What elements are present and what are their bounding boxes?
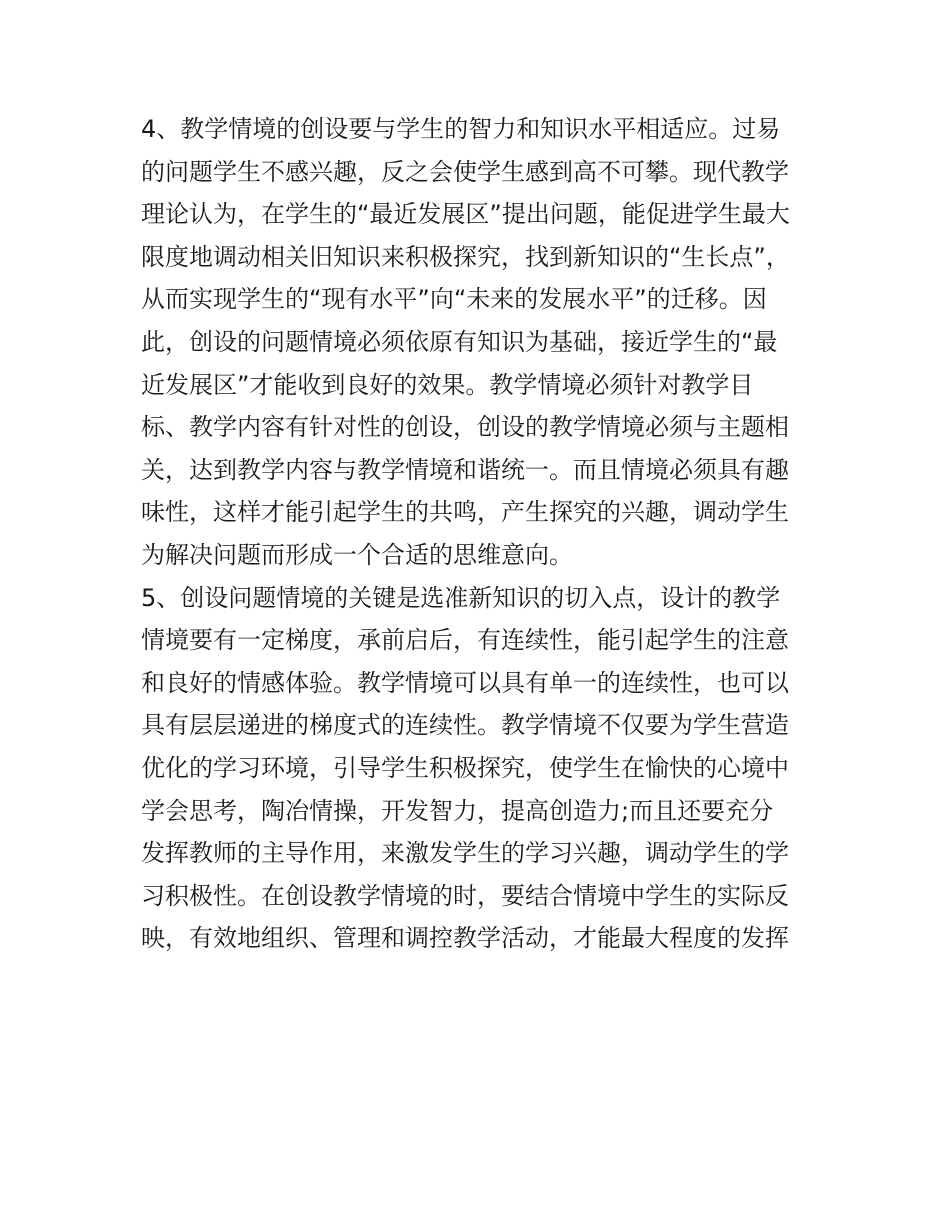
text-line: 此，创设的问题情境必须依原有知识为基础，接近学生的“最 [141, 327, 778, 356]
text-line: 学会思考，陶冶情操，开发智力，提高创造力;而且还要充分 [141, 796, 774, 825]
text-line: 关，达到教学内容与教学情境和谐统一。而且情境必须具有趣 [141, 455, 789, 484]
text-line: 味性，这样才能引起学生的共鸣，产生探究的兴趣，调动学生 [141, 498, 789, 527]
body-text [141, 108, 813, 960]
text-line: 情境要有一定梯度，承前启后，有连续性，能引起学生的注意 [141, 626, 789, 655]
text-line: 限度地调动相关旧知识来积极探究，找到新知识的“生长点”， [141, 242, 790, 271]
text-line: 为解决问题而形成一个合适的思维意向。 [141, 540, 573, 569]
text-line: 映，有效地组织、管理和调控教学活动，才能最大程度的发挥 [141, 924, 789, 953]
text-line: 和良好的情感体验。教学情境可以具有单一的连续性，也可以 [141, 668, 789, 697]
text-line: 习积极性。在创设教学情境的时，要结合情境中学生的实际反 [141, 881, 789, 910]
text-line: 5、创设问题情境的关键是选准新知识的切入点，设计的教学 [141, 583, 781, 612]
text-line: 具有层层递进的梯度式的连续性。教学情境不仅要为学生营造 [141, 711, 789, 740]
text-line: 的问题学生不感兴趣，反之会使学生感到高不可攀。现代教学 [141, 157, 789, 186]
text-line: 标、教学内容有针对性的创设，创设的教学情境必须与主题相 [141, 413, 789, 442]
text-line: 理论认为，在学生的“最近发展区”提出问题，能促进学生最大 [141, 200, 790, 229]
text-line: 发挥教师的主导作用，来激发学生的学习兴趣，调动学生的学 [141, 839, 789, 868]
text-line: 近发展区”才能收到良好的效果。教学情境必须针对教学目 [141, 370, 754, 399]
text-line: 从而实现学生的“现有水平”向“未来的发展水平”的迁移。因 [141, 285, 767, 314]
text-line: 4、教学情境的创设要与学生的智力和知识水平相适应。过易 [141, 115, 781, 143]
text-line: 优化的学习环境，引导学生积极探究，使学生在愉快的心境中 [141, 753, 789, 782]
